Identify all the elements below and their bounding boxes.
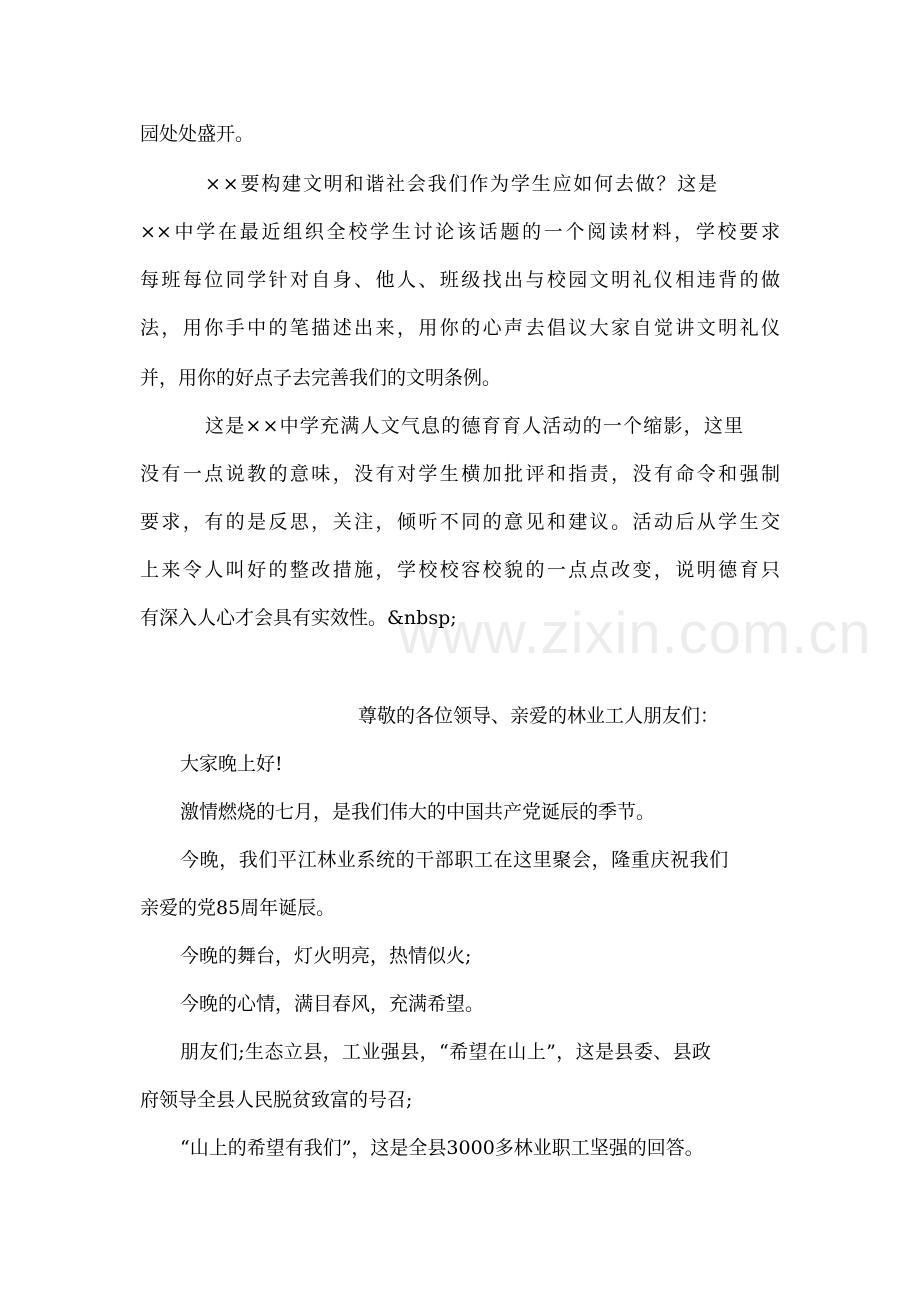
paragraph-line: 今晚的心情，满目春风，充满希望。 (180, 993, 485, 1015)
paragraph-line: 大家晚上好! (180, 753, 283, 775)
paragraph-line: 今晚的舞台，灯火明亮，热情似火; (180, 945, 472, 967)
paragraph-line: 法，用你手中的笔描述出来，用你的心声去倡议大家自觉讲文明礼仪 (140, 317, 780, 339)
paragraph-line: 有深入人心才会具有实效性。&nbsp; (140, 607, 457, 629)
paragraph-line: 朋友们;生态立县，工业强县，“希望在山上”，这是县委、县政 (180, 1041, 712, 1063)
paragraph-line: 每班每位同学针对自身、他人、班级找出与校园文明礼仪相违背的做 (140, 269, 780, 291)
paragraph-line: “山上的希望有我们”，这是全县3000多林业职工坚强的回答。 (180, 1137, 704, 1159)
paragraph-line: 上来令人叫好的整改措施，学校校容校貌的一点点改变，说明德育只 (140, 559, 780, 581)
paragraph-line: ××要构建文明和谐社会我们作为学生应如何去做？这是 (205, 173, 719, 195)
paragraph-line: 并，用你的好点子去完善我们的文明条例。 (140, 367, 502, 389)
paragraph-line: 亲爱的党85周年诞辰。 (140, 897, 336, 919)
salutation: 尊敬的各位领导、亲爱的林业工人朋友们： (358, 705, 720, 727)
paragraph-line: 府领导全县人民脱贫致富的号召; (140, 1089, 413, 1111)
paragraph-line: 今晚，我们平江林业系统的干部职工在这里聚会，隆重庆祝我们 (180, 849, 729, 871)
paragraph-line: 要求，有的是反思，关注，倾听不同的意见和建议。活动后从学生交 (140, 511, 780, 533)
paragraph-line: 这是××中学充满人文气息的德育育人活动的一个缩影，这里 (205, 415, 745, 437)
paragraph-line: 激情燃烧的七月，是我们伟大的中国共产党诞辰的季节。 (180, 801, 656, 823)
paragraph-line: 园处处盛开。 (140, 123, 255, 145)
paragraph-line: 没有一点说教的意味，没有对学生横加批评和指责，没有命令和强制 (140, 463, 780, 485)
paragraph-line: ××中学在最近组织全校学生讨论该话题的一个阅读材料，学校要求 (140, 221, 780, 243)
watermark: www.zixin.com.cn (398, 601, 872, 666)
